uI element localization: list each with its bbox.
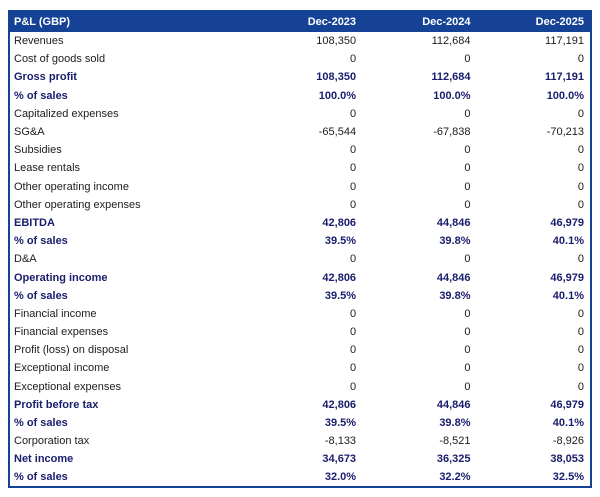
- row-value: 36,325: [436, 453, 471, 466]
- row-value: 0: [577, 307, 584, 320]
- row-label: Profit before tax: [14, 398, 99, 411]
- table-row: [9, 268, 591, 286]
- row-value: 46,979: [550, 398, 584, 411]
- row-value: 42,806: [322, 398, 357, 411]
- row-value: -8,133: [324, 435, 357, 448]
- row-value: 100.0%: [546, 89, 584, 102]
- table-row: [9, 141, 591, 159]
- table-row: [9, 323, 591, 341]
- row-label: Other operating income: [14, 180, 129, 193]
- pnl-table-header: [9, 11, 591, 32]
- row-label: Financial expenses: [14, 326, 109, 339]
- row-value: 32.0%: [324, 471, 357, 484]
- row-value: 44,846: [436, 398, 471, 411]
- table-row: [9, 105, 591, 123]
- row-label: D&A: [14, 253, 37, 266]
- row-label: % of sales: [14, 289, 68, 302]
- header-row: [9, 11, 591, 32]
- table-row: [9, 287, 591, 305]
- row-value: 0: [349, 162, 357, 175]
- row-label: EBITDA: [14, 216, 55, 229]
- header-col-dec-2024: Dec-2024: [362, 11, 476, 32]
- row-value: 39.5%: [324, 417, 357, 430]
- row-label: Subsidies: [14, 144, 62, 157]
- row-value: 0: [577, 162, 584, 175]
- table-row: [9, 68, 591, 86]
- row-value: 0: [464, 162, 471, 175]
- row-value: 0: [577, 107, 584, 120]
- header-title: P&L (GBP): [9, 11, 248, 32]
- row-label: % of sales: [14, 89, 68, 102]
- table-row: [9, 159, 591, 177]
- row-value: 39.8%: [439, 417, 471, 430]
- row-value: -65,544: [318, 126, 357, 139]
- row-label: Exceptional income: [14, 362, 110, 375]
- row-value: 40.1%: [552, 417, 584, 430]
- row-label: % of sales: [14, 235, 68, 248]
- row-value: 0: [464, 380, 471, 393]
- table-row: [9, 123, 591, 141]
- row-value: 117,191: [544, 71, 584, 84]
- header-col-dec-2023: Dec-2023: [248, 11, 362, 32]
- row-value: 32.5%: [552, 471, 584, 484]
- row-value: 0: [464, 107, 471, 120]
- row-value: 34,673: [322, 453, 357, 466]
- row-value: 46,979: [550, 271, 584, 284]
- row-value: 44,846: [436, 271, 471, 284]
- row-label: Cost of goods sold: [14, 53, 106, 66]
- table-row: [9, 469, 591, 487]
- row-label: Capitalized expenses: [14, 107, 119, 120]
- row-value: 0: [464, 198, 471, 211]
- table-row: [9, 396, 591, 414]
- row-value: 0: [464, 326, 471, 339]
- row-value: 112,684: [431, 35, 471, 48]
- row-label: Operating income: [14, 271, 108, 284]
- row-label: % of sales: [14, 417, 68, 430]
- table-row: [9, 432, 591, 450]
- row-value: 0: [349, 198, 357, 211]
- row-value: 0: [349, 326, 357, 339]
- table-row: [9, 378, 591, 396]
- pnl-table-body: [9, 32, 591, 487]
- row-value: 39.8%: [439, 235, 471, 248]
- table-row: [9, 450, 591, 468]
- table-row: [9, 214, 591, 232]
- row-value: 0: [349, 144, 357, 157]
- row-label: % of sales: [14, 471, 68, 484]
- row-value: 40.1%: [552, 289, 584, 302]
- row-value: 0: [577, 253, 584, 266]
- row-value: 0: [577, 344, 584, 357]
- row-value: 108,350: [316, 35, 357, 48]
- table-row: [9, 196, 591, 214]
- row-value: 0: [349, 362, 357, 375]
- row-label: Financial income: [14, 307, 97, 320]
- table-row: [9, 414, 591, 432]
- row-label: Gross profit: [14, 71, 77, 84]
- row-value: 39.8%: [439, 289, 471, 302]
- row-value: 0: [577, 144, 584, 157]
- row-value: 0: [349, 180, 357, 193]
- row-value: 0: [349, 253, 357, 266]
- table-row: [9, 359, 591, 377]
- row-value: -8,926: [552, 435, 584, 448]
- table-row: [9, 87, 591, 105]
- row-value: 0: [577, 53, 584, 66]
- row-value: 0: [349, 380, 357, 393]
- row-value: 100.0%: [318, 89, 357, 102]
- row-value: 39.5%: [324, 289, 357, 302]
- row-value: 0: [577, 362, 584, 375]
- row-label: Exceptional expenses: [14, 380, 122, 393]
- row-value: 42,806: [322, 216, 357, 229]
- row-value: 0: [464, 362, 471, 375]
- row-label: Other operating expenses: [14, 198, 141, 211]
- row-value: 0: [577, 198, 584, 211]
- header-col-dec-2025: Dec-2025: [477, 11, 591, 32]
- row-value: -8,521: [439, 435, 471, 448]
- row-value: 0: [464, 344, 471, 357]
- row-value: 0: [464, 253, 471, 266]
- table-row: [9, 341, 591, 359]
- table-row: [9, 305, 591, 323]
- row-value: 0: [464, 307, 471, 320]
- table-row: [9, 50, 591, 68]
- row-value: 0: [349, 307, 357, 320]
- row-value: 46,979: [550, 216, 584, 229]
- row-value: 38,053: [550, 453, 584, 466]
- row-value: 42,806: [322, 271, 357, 284]
- row-label: Corporation tax: [14, 435, 90, 448]
- row-value: 0: [464, 144, 471, 157]
- row-value: 0: [349, 53, 357, 66]
- row-label: SG&A: [14, 126, 45, 139]
- row-label: Revenues: [14, 35, 64, 48]
- table-row: [9, 232, 591, 250]
- row-value: 32.2%: [439, 471, 471, 484]
- table-row: [9, 32, 591, 50]
- row-value: 112,684: [431, 71, 471, 84]
- row-label: Net income: [14, 453, 74, 466]
- row-value: 0: [464, 180, 471, 193]
- pnl-table: [8, 10, 592, 488]
- row-label: Profit (loss) on disposal: [14, 344, 129, 357]
- table-row: [9, 178, 591, 196]
- row-value: 108,350: [316, 71, 357, 84]
- row-value: 0: [464, 53, 471, 66]
- row-value: -70,213: [546, 126, 584, 139]
- row-value: 40.1%: [552, 235, 584, 248]
- row-value: 0: [577, 326, 584, 339]
- row-value: 0: [349, 344, 357, 357]
- row-value: 39.5%: [324, 235, 357, 248]
- row-label: Lease rentals: [14, 162, 81, 175]
- row-value: 0: [349, 107, 357, 120]
- row-value: 100.0%: [433, 89, 471, 102]
- table-row: [9, 250, 591, 268]
- row-value: -67,838: [433, 126, 471, 139]
- row-value: 117,191: [545, 35, 584, 48]
- row-value: 0: [577, 380, 584, 393]
- row-value: 44,846: [436, 216, 471, 229]
- row-value: 0: [577, 180, 584, 193]
